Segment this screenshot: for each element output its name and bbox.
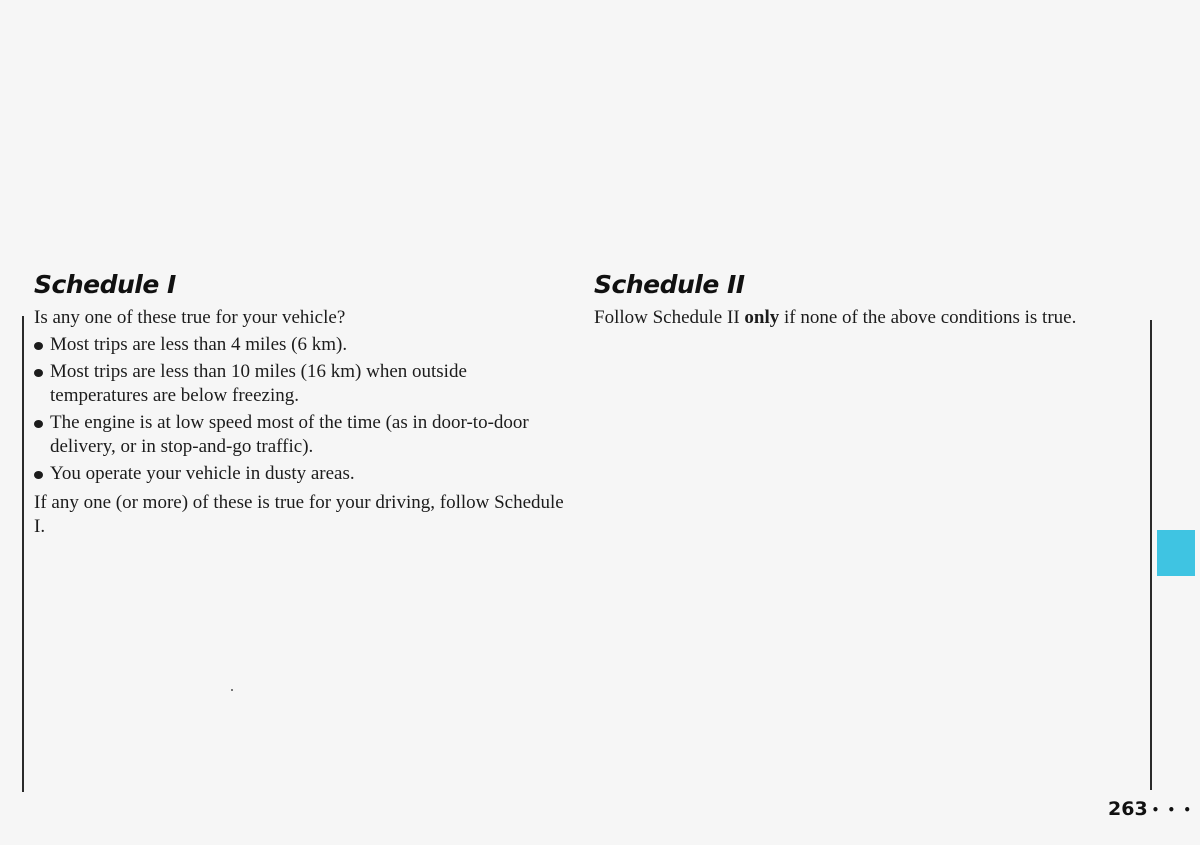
page-number [1108,798,1193,820]
schedule-2-text-start: Follow Schedule II [594,307,745,328]
condition-list [34,333,564,486]
list-item [34,333,564,357]
list-item-text: The engine is at low speed most of the time (as in door-to-door delivery, or in stop-and-go traffic). [50,412,529,457]
schedule-1-conclusion: If any one (or more) of these is true for your driving, follow Schedule I. [34,492,564,537]
schedule-2-section [594,270,1114,333]
page-dots: • • • [1151,802,1194,817]
bullet-icon [34,471,43,479]
list-item-text: You operate your vehicle in dusty areas. [50,463,355,484]
list-item [34,462,564,486]
schedule-1-section [34,270,564,542]
list-item [34,360,564,408]
list-item [34,411,564,459]
right-margin-rule [1150,320,1152,790]
section-tab-marker [1157,530,1195,576]
list-item-text: Most trips are less than 4 miles (6 km). [50,334,348,355]
left-margin-rule [22,316,24,792]
schedule-1-heading: Schedule I [34,270,176,299]
bullet-icon [34,369,43,377]
schedule-2-heading: Schedule II [594,270,745,299]
schedule-1-intro: Is any one of these true for your vehicle? [34,307,346,328]
schedule-2-emphasis: only [744,307,780,328]
schedule-2-text [594,306,1114,330]
scan-speck [231,689,233,691]
list-item-text: Most trips are less than 10 miles (16 km) when outside temperatures are below freezing. [50,361,467,406]
bullet-icon [34,342,43,350]
schedule-2-text-end: if none of the above conditions is true. [779,307,1077,328]
bullet-icon [34,420,43,428]
page-number-value: 263 [1108,798,1148,820]
